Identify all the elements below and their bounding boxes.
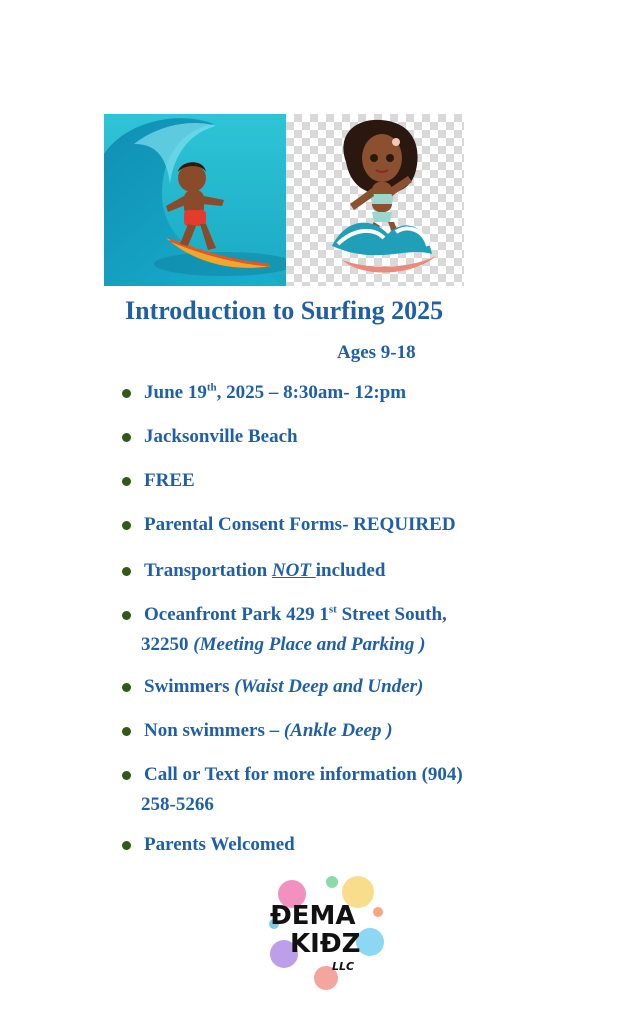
dema-kidz-logo (262, 872, 390, 990)
bullet-icon (122, 433, 131, 442)
list-item-meeting-place: Oceanfront Park 429 1st Street South, 32250 (Meeting Place and Parking ) (122, 600, 542, 660)
list-item-contact: Call or Text for more information (904) 258-5266 (122, 760, 542, 820)
page-title: Introduction to Surfing 2025 (125, 296, 444, 325)
svg-text:KIĐZ: KIĐZ (290, 929, 361, 959)
header-images (104, 114, 464, 286)
bullet-icon (122, 521, 131, 530)
bullet-icon (122, 389, 131, 398)
bullet-icon (122, 567, 131, 576)
bullet-icon (122, 477, 131, 486)
svg-text:ĐEMA: ĐEMA (270, 901, 356, 931)
bullet-icon (122, 841, 131, 850)
ages-subtitle: Ages 9-18 (337, 342, 416, 363)
bullet-icon (122, 683, 131, 692)
bullet-icon (122, 727, 131, 736)
svg-text:LLC: LLC (332, 960, 355, 973)
boy-surfer-illustration (104, 114, 286, 286)
girl-surfer-illustration (286, 114, 464, 286)
bullet-icon (122, 611, 131, 620)
bullet-icon (122, 771, 131, 780)
